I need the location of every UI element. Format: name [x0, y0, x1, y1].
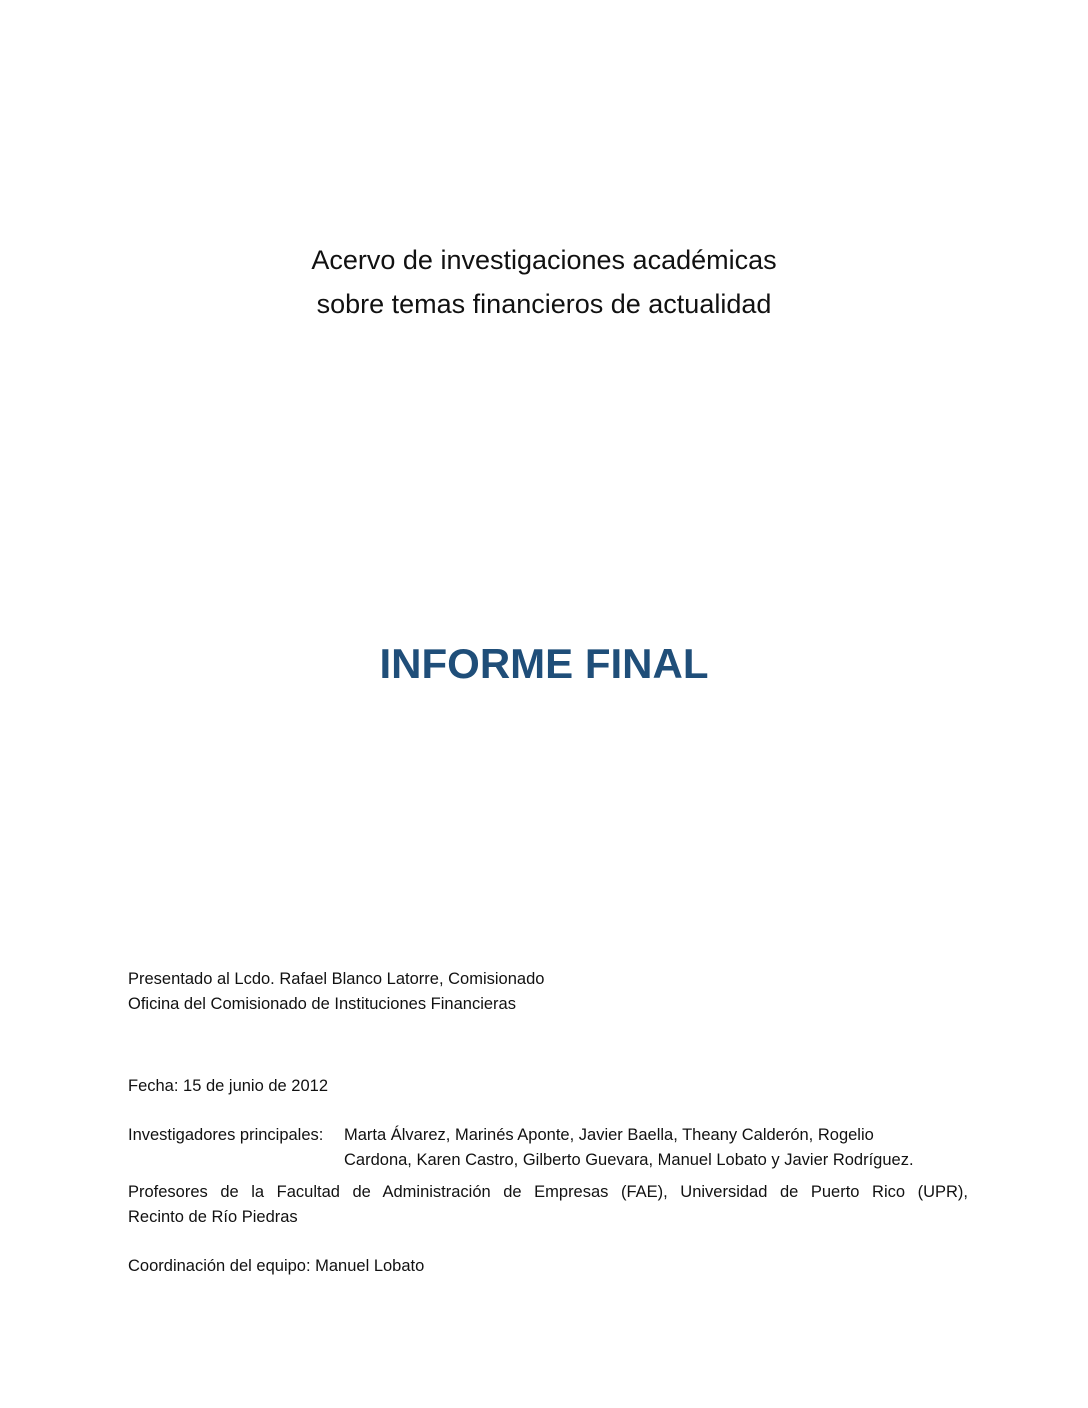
- subtitle-line-2: sobre temas financieros de actualidad: [316, 289, 772, 319]
- office-line: Oficina del Comisionado de Instituciones Financieras: [128, 995, 516, 1013]
- investigators-row-1: [128, 1123, 968, 1148]
- professors-line-1: Profesores de la Facultad de Administración de Empresas (FAE), Universidad de Puerto Rico (UPR),: [128, 1183, 968, 1201]
- professors-line-2: Recinto de Río Piedras: [128, 1208, 298, 1226]
- investigators-label: Investigadores principales:: [128, 1126, 324, 1144]
- document-subtitle: [0, 238, 1088, 326]
- investigators-block: [128, 1123, 968, 1173]
- report-title: INFORME FINAL: [379, 640, 709, 687]
- professors-block: [128, 1180, 968, 1230]
- investigators-label-spacer: [128, 1148, 344, 1173]
- team-coordination: Coordinación del equipo: Manuel Lobato: [128, 1257, 425, 1275]
- report-date: Fecha: 15 de junio de 2012: [128, 1077, 328, 1095]
- presented-to-block: [128, 967, 968, 1017]
- investigators-row-2: [128, 1148, 968, 1173]
- investigators-names-line-2: Cardona, Karen Castro, Gilberto Guevara, Manuel Lobato y Javier Rodríguez.: [344, 1151, 914, 1169]
- subtitle-line-1: Acervo de investigaciones académicas: [311, 245, 777, 275]
- investigators-names-line-1: Marta Álvarez, Marinés Aponte, Javier Baella, Theany Calderón, Rogelio: [344, 1126, 874, 1144]
- presented-to-line: Presentado al Lcdo. Rafael Blanco Latorre, Comisionado: [128, 970, 545, 988]
